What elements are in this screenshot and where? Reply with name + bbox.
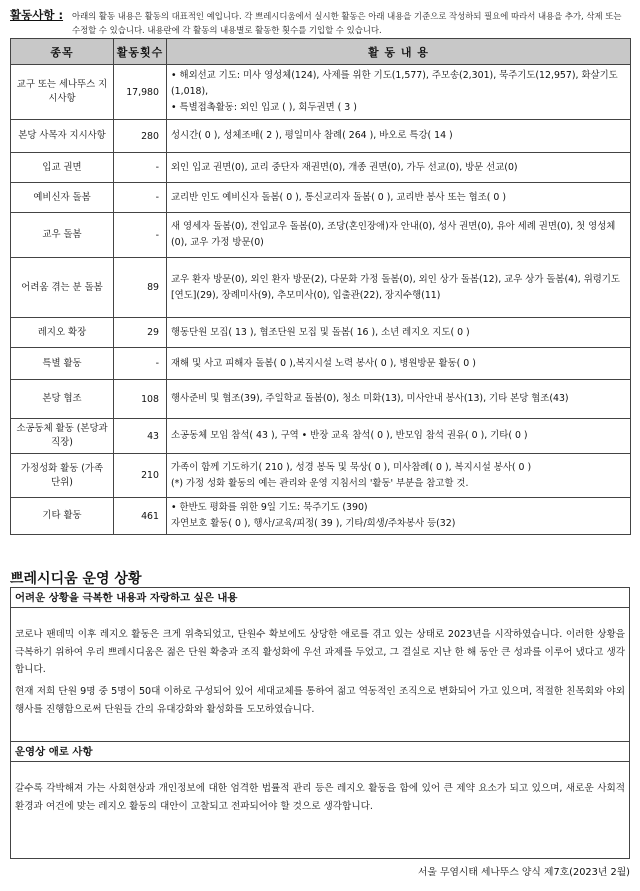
row-count: - [114,153,167,183]
row-count: - [114,213,167,258]
row-category: 소공동체 활동 (본당과 직장) [11,419,114,454]
status-box [10,587,630,859]
detail-line: • 한반도 평화를 위한 9일 기도: 묵주기도 (390) [171,502,368,513]
table-header-row [11,39,631,65]
table-row [11,183,631,213]
status-paragraph-1: 코로나 팬데믹 이후 레지오 활동은 크게 위축되었고, 단원수 확보에도 상당한 애로를 겪고 있는 상태로 2023년을 시작하였습니다. 이러한 상황을 극복하기 위하여 우리 쁘레시디움은 젊은 단원 확충과 조직 활성화에 우선 과제를 두었고, 그 결실로 지난 한 해 동안 큰 성과를 이루어 냈다고 생각합니다. [15,629,625,676]
form-footer: 서울 무염시태 세나뚜스 양식 제7호(2023년 2월) [417,867,630,878]
table-body [11,65,631,535]
status-paragraph-2: 현재 저희 단원 9명 중 5명이 50대 이하로 구성되어 있어 세대교체를 통하여 젊고 역동적인 조직으로 변화되어 가고 있으며, 적절한 친목회와 야외행사를 진행함으로써 단원들 간의 유대강화와 활성화를 도모하였습니다. [15,686,625,715]
activity-title: 활동사항 : [10,8,64,22]
row-details [167,380,631,419]
table-row [11,498,631,535]
row-details [167,65,631,120]
detail-line: 교우 환자 방문(0), 외인 환자 방문(2), 다문화 가정 돌봄(0), 외인 상가 돌봄(12), 교우 상가 돌봄(4), 위령기도[연도](29), 장례미사(9), 추모미사(0), 입출관(22), 장지수행(11) [171,273,620,301]
row-count: 17,980 [114,65,167,120]
table-row [11,65,631,120]
detail-line: 성시간( 0 ), 성체조배( 2 ), 평일미사 참례( 264 ), 바오로 특강( 14 ) [171,130,453,141]
row-count: 280 [114,120,167,153]
section2-heading: 운영상 애로 사항 [11,742,629,762]
row-category: 교우 돌봄 [11,213,114,258]
row-details [167,153,631,183]
detail-line: 자연보호 활동( 0 ), 행사/교육/피정( 39 ), 기타/희생/주차봉사 등(32) [171,518,456,529]
table-row [11,120,631,153]
table-row [11,380,631,419]
header-count: 활동횟수 [114,39,167,65]
header-category: 종목 [11,39,114,65]
row-details [167,454,631,498]
row-count: 210 [114,454,167,498]
activity-table [10,38,631,535]
row-details [167,498,631,535]
row-count: 89 [114,258,167,318]
section1-heading: 어려운 상황을 극복한 내용과 자랑하고 싶은 내용 [11,588,629,608]
row-category: 예비신자 돌봄 [11,183,114,213]
row-category: 본당 협조 [11,380,114,419]
detail-line: • 특별접촉활동: 외인 입교 ( ), 회두권면 ( 3 ) [171,102,357,113]
row-details [167,419,631,454]
table-row [11,419,631,454]
table-row [11,258,631,318]
table-row [11,454,631,498]
row-category: 본당 사목자 지시사항 [11,120,114,153]
detail-line: (*) 가정 성화 활동의 예는 관리와 운영 지침서의 '활동' 부분을 참고할 것. [171,477,469,489]
row-details [167,318,631,348]
status-paragraph-3: 갈수록 각박해져 가는 사회현상과 개인정보에 대한 엄격한 법률적 관리 등은 레지오 활동을 함에 있어 큰 제약 요소가 되고 있으며, 새로운 사회적 환경과 여건에 맞는 레지오 활동의 대안이 고찰되고 전파되어야 할 것으로 생각합니다. [15,783,625,812]
detail-line: • 해외선교 기도: 미사 영성체(124), 사제를 위한 기도(1,577), 주모송(2,301), 묵주기도(12,957), 화살기도(1,018), [171,70,618,97]
row-category: 가정성화 활동 (가족 단위) [11,454,114,498]
row-category: 특별 활동 [11,348,114,380]
row-count: 108 [114,380,167,419]
detail-line: 가족이 함께 기도하기( 210 ), 성경 봉독 및 묵상( 0 ), 미사참례( 0 ), 복지시설 봉사( 0 ) [171,461,532,473]
header-details: 활 동 내 용 [167,39,631,65]
row-count: 461 [114,498,167,535]
table-row [11,153,631,183]
row-count: - [114,183,167,213]
row-count: - [114,348,167,380]
row-category: 레지오 확장 [11,318,114,348]
row-details [167,213,631,258]
table-row [11,318,631,348]
row-details [167,183,631,213]
row-count: 43 [114,419,167,454]
row-details [167,258,631,318]
row-details [167,120,631,153]
detail-line: 새 영세자 돌봄(0), 전입교우 돌봄(0), 조당(혼인장애)자 안내(0), 성사 권면(0), 유아 세례 권면(0), 첫 영성체(0), 교우 가정 방문(0) [171,221,616,248]
activity-note: 아래의 활동 내용은 활동의 대표적인 예입니다. 각 쁘레시디움에서 실시한 활동은 아래 내용을 기준으로 작성하되 필요에 따라서 내용을 추가, 삭제 또는 수정할 수 있습니다. 내용란에 각 활동의 내용별로 활동한 횟수를 기입할 수 있습니다. [72,11,622,35]
detail-line: 교리반 인도 예비신자 돌봄( 0 ), 통신교리자 돌봄( 0 ), 교리반 봉사 또는 협조( 0 ) [171,191,507,203]
row-category: 기타 활동 [11,498,114,535]
detail-line: 행사준비 및 협조(39), 주일학교 돌봄(0), 청소 미화(13), 미사안내 봉사(13), 기타 본당 협조(43) [171,393,569,404]
detail-line: 행동단원 모집( 13 ), 협조단원 모집 및 돌봄( 16 ), 소년 레지오 지도( 0 ) [171,326,470,338]
table-row [11,213,631,258]
row-category: 어려움 겪는 분 돌봄 [11,258,114,318]
detail-line: 소공동체 모임 참석( 43 ), 구역 • 반장 교육 참석( 0 ), 반모임 참석 권유( 0 ), 기타( 0 ) [171,430,528,441]
row-count: 29 [114,318,167,348]
detail-line: 재해 및 사고 피해자 돌봄( 0 ),복지시설 노력 봉사( 0 ), 병원방문 활동( 0 ) [171,357,476,369]
row-details [167,348,631,380]
table-row [11,348,631,380]
row-category: 교구 또는 세나뚜스 지시사항 [11,65,114,120]
row-category: 입교 권면 [11,153,114,183]
status-title: 쁘레시디움 운영 상황 [10,571,142,587]
detail-line: 외인 입교 권면(0), 교리 중단자 재권면(0), 개종 권면(0), 가두 선교(0), 방문 선교(0) [171,161,518,173]
